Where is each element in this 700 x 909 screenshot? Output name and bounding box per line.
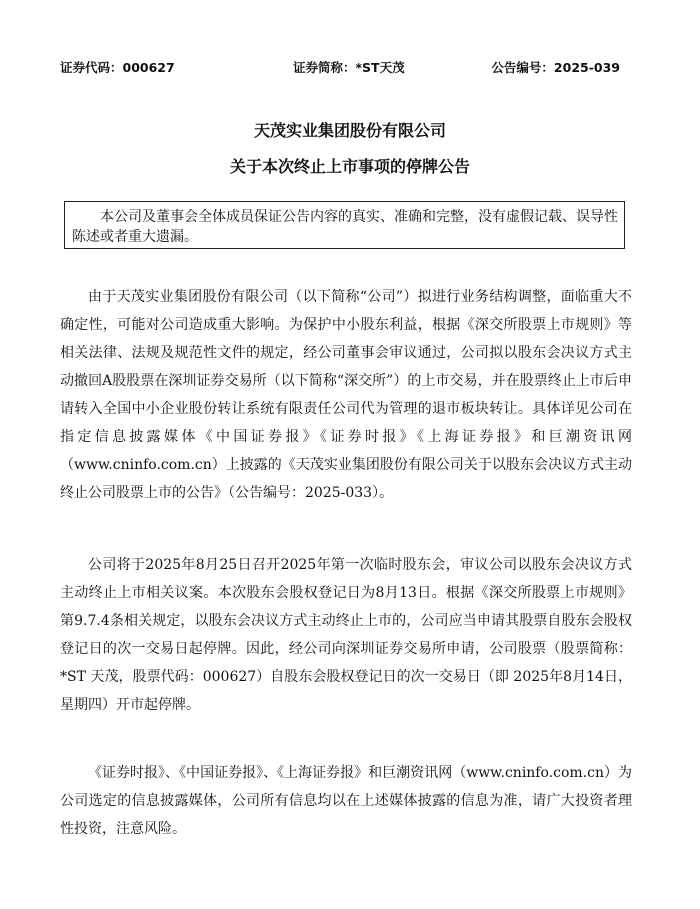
body-paragraph-2 [60,551,632,719]
company-title: 天茂实业集团股份有限公司 [253,121,446,140]
security-abbreviation: 证券简称：*ST天茂 [293,60,405,75]
announcement-number: 公告编号：2025-039 [491,60,620,75]
assurance-notice-text: 本公司及董事会全体成员保证公告内容的真实、准确和完整，没有虚假记载、误导性陈述或者重大遗漏。 [72,209,618,245]
security-code: 证券代码：000627 [60,60,175,75]
paragraph-text: 由于天茂实业集团股份有限公司（以下简称“公司”）拟进行业务结构调整，面临重大不确定性，可能对公司造成重大影响。为保护中小股东利益，根据《深交所股票上市规则》等相关法律、法规及规范性文件的规定，经公司董事会审议通过，公司拟以股东会决议方式主动撤回A股股票在深圳证券交易所（以下简称“深交所”）的上市交易，并在股票终止上市后申请转入全国中小企业股份转让系统有限责任公司代为管理的退市板块转让。具体详见公司在指定信息披露媒体《中国证券报》《证券时报》《上海证券报》和巨潮资讯网（www.cninfo.com.cn）上披露的《天茂实业集团股份有限公司关于以股东会决议方式主动终止公司股票上市的公告》（公告编号：2025-033）。 [60,289,632,501]
body-paragraph-3 [60,759,632,843]
announcement-title: 关于本次终止上市事项的停牌公告 [229,157,470,176]
body-paragraph-1 [60,283,632,507]
announcement-header [60,58,620,76]
paragraph-text: 公司将于2025年8月25日召开2025年第一次临时股东会，审议公司以股东会决议方式主动终止上市相关议案。本次股东会股权登记日为8月13日。根据《深交所股票上市规则》第9.7.4条相关规定，以股东会决议方式主动终止上市的，公司应当申请其股票自股东会股权登记日的次一交易日起停牌。因此，经公司向深圳证券交易所申请，公司股票（股票简称：*ST 天茂，股票代码：000627）自股东会股权登记日的次一交易日（即 2025年8月14日，星期四）开市起停牌。 [60,557,632,713]
assurance-notice-box [64,201,625,249]
paragraph-text: 《证券时报》、《中国证券报》、《上海证券报》和巨潮资讯网（www.cninfo.com.cn）为公司选定的信息披露媒体，公司所有信息均以在上述媒体披露的信息为准，请广大投资者理性投资，注意风险。 [60,765,632,837]
